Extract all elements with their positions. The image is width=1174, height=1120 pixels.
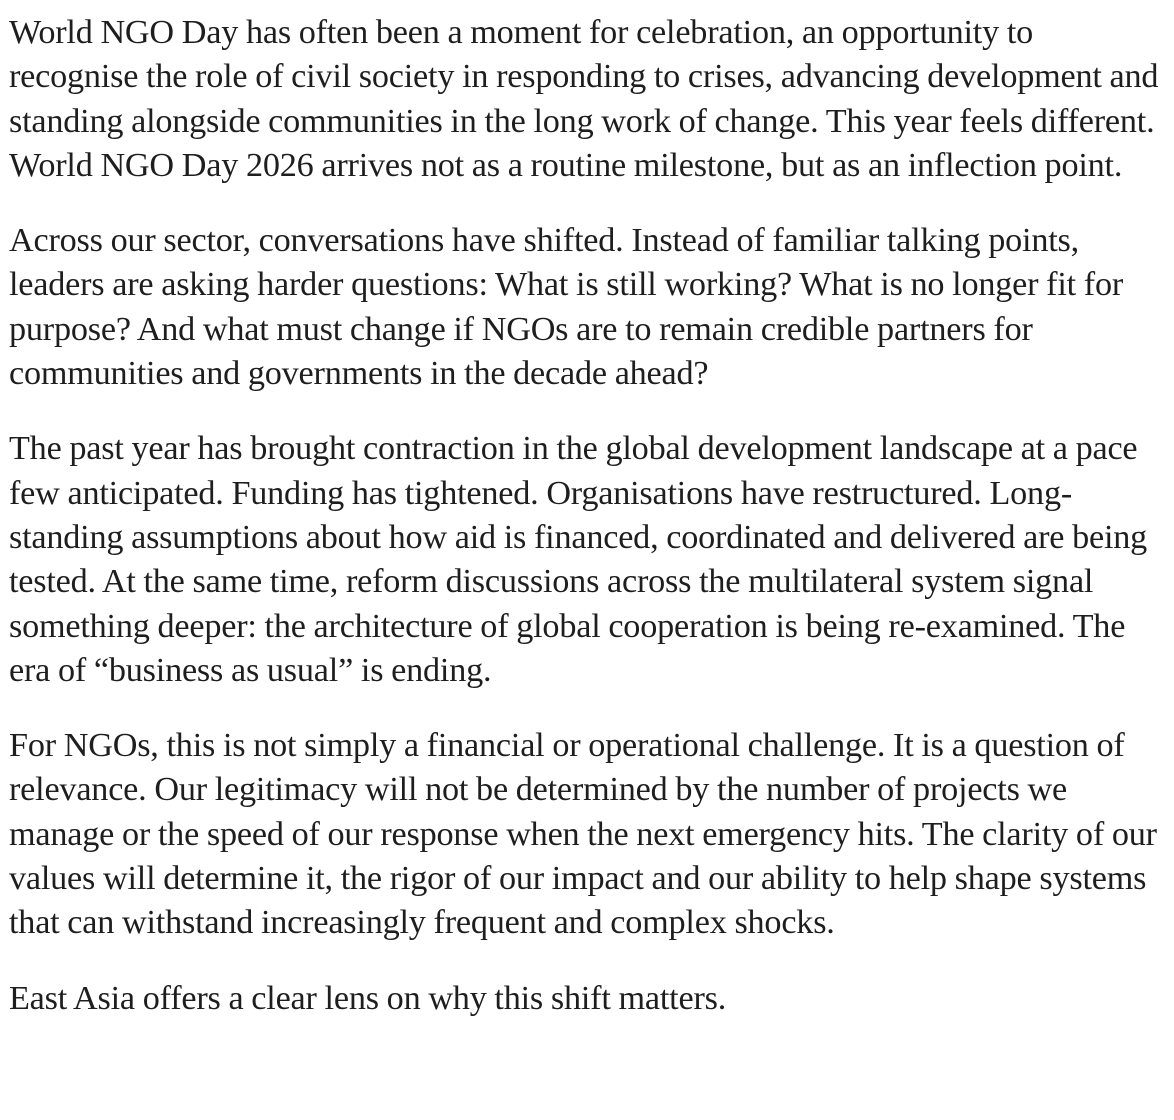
paragraph-east-asia: East Asia offers a clear lens on why this shift matters. (9, 979, 727, 1017)
paragraph-sector-conversations: Across our sector, conversations have shifted. Instead of familiar talking points, leaders are asking harder questions: What is still working? What is no longer fit for purpose? And what must change if NGOs are to remain credible partners for communities and governments in the decade ahead? (9, 222, 1124, 393)
paragraph-relevance: For NGOs, this is not simply a financial or operational challenge. It is a question of relevance. Our legitimacy will not be determined by the number of projects we manage or the speed of our response when the next emergency hits. The clarity of our values will determine it, the rigor of our impact and our ability to help shape systems that can withstand increasingly frequent and complex shocks. (9, 727, 1157, 942)
paragraph-contraction: The past year has brought contraction in the global development landscape at a pace few anticipated. Funding has tightened. Organisations have restructured. Long-standing assumptions about how aid is financed, coordinated and delivered are being tested. At the same time, reform discussions across the multilateral system signal something deeper: the architecture of global cooperation is being re-examined. The era of “business as usual” is ending. (9, 430, 1148, 689)
paragraph-intro: World NGO Day has often been a moment for celebration, an opportunity to recognise the role of civil society in responding to crises, advancing development and standing alongside communities in the long work of change. This year feels different. World NGO Day 2026 arrives not as a routine milestone, but as an inflection point. (9, 14, 1159, 184)
